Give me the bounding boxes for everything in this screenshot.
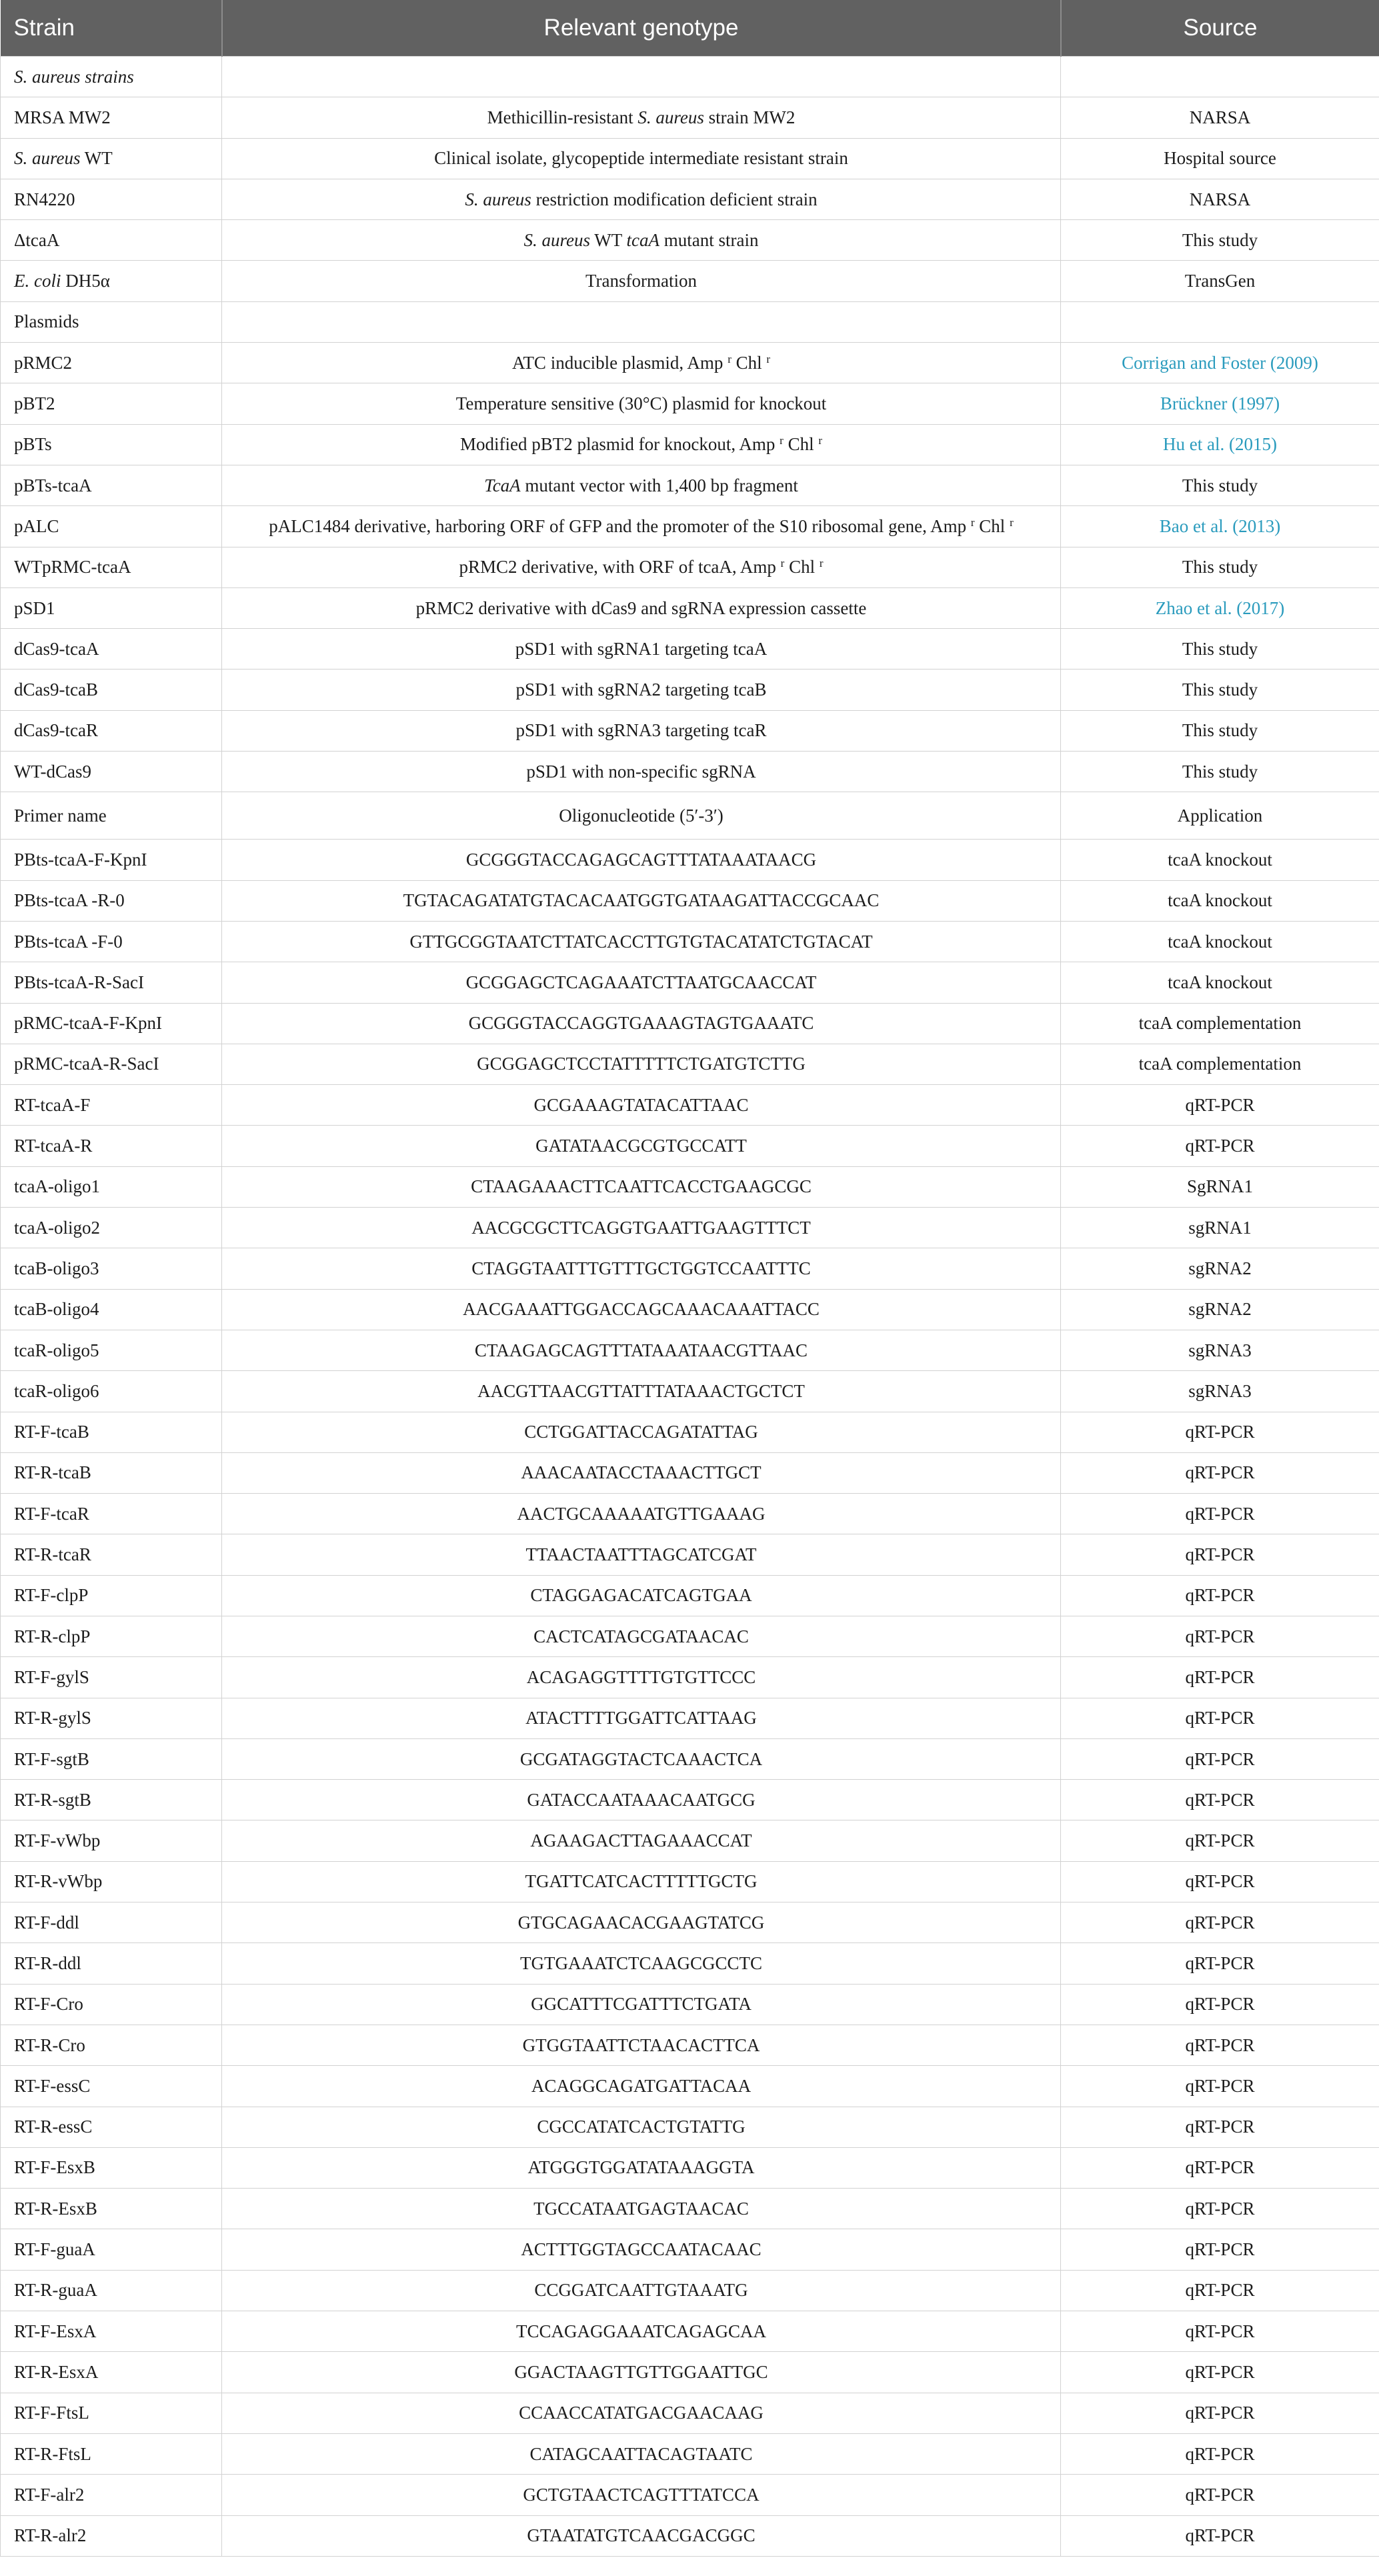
table-row	[1, 57, 1379, 97]
italic-text: TcaA	[484, 475, 521, 495]
table-row	[1, 670, 1379, 710]
strain-cell: RT-F-ddl	[1, 1902, 222, 1943]
table-row	[1, 840, 1379, 880]
table-row	[1, 1616, 1379, 1656]
citation-link[interactable]: Corrigan and Foster (2009)	[1122, 352, 1318, 373]
source-cell[interactable]	[1061, 424, 1379, 465]
source-cell: qRT-PCR	[1061, 1534, 1379, 1575]
table-row	[1, 1003, 1379, 1044]
text-segment: pRMC2 derivative, with ORF of tcaA, Amp	[459, 557, 781, 577]
source-cell: qRT-PCR	[1061, 2352, 1379, 2393]
table-row	[1, 1820, 1379, 1861]
table-row	[1, 1494, 1379, 1534]
table-row	[1, 465, 1379, 505]
source-cell	[1061, 301, 1379, 342]
strain-cell: tcaR-oligo5	[1, 1330, 222, 1370]
strain-cell: RT-R-sgtB	[1, 1780, 222, 1820]
table-row	[1, 792, 1379, 840]
source-cell: This study	[1061, 752, 1379, 792]
strain-cell	[1, 138, 222, 179]
strain-cell: RT-R-tcaR	[1, 1534, 222, 1575]
source-cell: Hospital source	[1061, 138, 1379, 179]
genotype-cell: CTAGGAGACATCAGTGAA	[222, 1575, 1061, 1616]
header-source: Source	[1061, 0, 1379, 57]
source-cell: qRT-PCR	[1061, 1452, 1379, 1493]
table-row	[1, 138, 1379, 179]
strain-cell: RT-R-clpP	[1, 1616, 222, 1656]
source-cell: qRT-PCR	[1061, 1780, 1379, 1820]
table-row	[1, 2147, 1379, 2188]
table-row	[1, 1984, 1379, 2025]
genotype-cell: GATATAACGCGTGCCATT	[222, 1126, 1061, 1166]
source-cell: qRT-PCR	[1061, 1126, 1379, 1166]
table-row	[1, 1534, 1379, 1575]
genotype-cell: TGATTCATCACTTTTTGCTG	[222, 1861, 1061, 1902]
source-cell: This study	[1061, 220, 1379, 261]
table-row	[1, 2066, 1379, 2107]
source-cell: qRT-PCR	[1061, 2515, 1379, 2556]
text-segment: Chl	[784, 557, 820, 577]
table-row	[1, 343, 1379, 383]
strain-cell: RN4220	[1, 179, 222, 219]
strain-cell: RT-F-alr2	[1, 2475, 222, 2515]
source-cell: qRT-PCR	[1061, 1698, 1379, 1738]
superscript-text: r	[970, 515, 975, 529]
table-row	[1, 261, 1379, 301]
strain-cell: pSD1	[1, 587, 222, 628]
table-row	[1, 1330, 1379, 1370]
source-cell: This study	[1061, 465, 1379, 505]
table-row	[1, 97, 1379, 138]
genotype-cell: GCGATAGGTACTCAAACTCA	[222, 1738, 1061, 1779]
genotype-cell: pSD1 with sgRNA2 targeting tcaB	[222, 670, 1061, 710]
source-cell: tcaA knockout	[1061, 921, 1379, 962]
table-row	[1, 1452, 1379, 1493]
table-row	[1, 1902, 1379, 1943]
strain-cell: RT-R-tcaB	[1, 1452, 222, 1493]
table-row	[1, 2025, 1379, 2065]
table-row	[1, 921, 1379, 962]
genotype-cell	[222, 547, 1061, 587]
strain-cell: RT-tcaA-F	[1, 1085, 222, 1126]
table-row	[1, 2270, 1379, 2311]
superscript-text: r	[819, 557, 824, 570]
genotype-cell: GCGGGTACCAGGTGAAAGTAGTGAAATC	[222, 1003, 1061, 1044]
source-cell: This study	[1061, 629, 1379, 670]
source-cell: NARSA	[1061, 97, 1379, 138]
strain-cell: RT-R-EsxB	[1, 2189, 222, 2229]
table-row	[1, 629, 1379, 670]
strain-cell: dCas9-tcaA	[1, 629, 222, 670]
table-row	[1, 1166, 1379, 1207]
strain-cell: RT-F-tcaR	[1, 1494, 222, 1534]
superscript-text: r	[1010, 515, 1014, 529]
strain-cell: RT-F-tcaB	[1, 1412, 222, 1452]
source-cell: sgRNA2	[1061, 1289, 1379, 1330]
strain-cell: ΔtcaA	[1, 220, 222, 261]
genotype-cell: CCGGATCAATTGTAAATG	[222, 2270, 1061, 2311]
source-cell: This study	[1061, 547, 1379, 587]
genotype-cell	[222, 465, 1061, 505]
strain-cell: pRMC-tcaA-F-KpnI	[1, 1003, 222, 1044]
genotype-cell: CTAAGAAACTTCAATTCACCTGAAGCGC	[222, 1166, 1061, 1207]
strain-cell: RT-R-FtsL	[1, 2433, 222, 2474]
citation-link[interactable]: Brückner (1997)	[1160, 393, 1280, 414]
strain-cell: Primer name	[1, 792, 222, 840]
genotype-cell: CCTGGATTACCAGATATTAG	[222, 1412, 1061, 1452]
genotype-cell: ACAGGCAGATGATTACAA	[222, 2066, 1061, 2107]
source-cell: qRT-PCR	[1061, 1820, 1379, 1861]
strain-cell: pBTs-tcaA	[1, 465, 222, 505]
table-row	[1, 1861, 1379, 1902]
genotype-cell	[222, 424, 1061, 465]
source-cell: qRT-PCR	[1061, 2147, 1379, 2188]
table-row	[1, 1943, 1379, 1984]
strain-cell: pRMC-tcaA-R-SacI	[1, 1044, 222, 1084]
table-row	[1, 880, 1379, 921]
source-cell: qRT-PCR	[1061, 2107, 1379, 2147]
table-header	[1, 0, 1379, 57]
strain-cell: RT-F-essC	[1, 2066, 222, 2107]
strain-cell: RT-R-EsxA	[1, 2352, 222, 2393]
source-cell[interactable]	[1061, 343, 1379, 383]
genotype-cell: CCAACCATATGACGAACAAG	[222, 2393, 1061, 2433]
source-cell: qRT-PCR	[1061, 2433, 1379, 2474]
genotype-cell	[222, 343, 1061, 383]
strain-cell: WTpRMC-tcaA	[1, 547, 222, 587]
table-row	[1, 1698, 1379, 1738]
strain-cell: RT-F-gylS	[1, 1657, 222, 1698]
strain-cell	[1, 57, 222, 97]
text-segment: strain MW2	[704, 107, 796, 127]
strain-cell: pALC	[1, 506, 222, 547]
text-segment: WT	[80, 148, 113, 169]
table-row	[1, 179, 1379, 219]
strain-cell: RT-R-vWbp	[1, 1861, 222, 1902]
strain-cell: WT-dCas9	[1, 752, 222, 792]
source-cell[interactable]	[1061, 383, 1379, 424]
genotype-cell: GTGCAGAACACGAAGTATCG	[222, 1902, 1061, 1943]
superscript-text: r	[728, 352, 732, 365]
genotype-cell: ATACTTTTGGATTCATTAAG	[222, 1698, 1061, 1738]
source-cell: qRT-PCR	[1061, 1085, 1379, 1126]
strain-cell	[1, 261, 222, 301]
table-row	[1, 424, 1379, 465]
genotype-cell: GCTGTAACTCAGTTTATCCA	[222, 2475, 1061, 2515]
table-row	[1, 2352, 1379, 2393]
table-row	[1, 752, 1379, 792]
strain-cell: pBTs	[1, 424, 222, 465]
genotype-cell: GCGAAAGTATACATTAAC	[222, 1085, 1061, 1126]
strain-cell: RT-F-Cro	[1, 1984, 222, 2025]
source-cell: qRT-PCR	[1061, 2189, 1379, 2229]
italic-text: tcaA	[626, 229, 659, 250]
citation-link[interactable]: Bao et al. (2013)	[1159, 515, 1281, 536]
source-cell[interactable]	[1061, 587, 1379, 628]
table-row	[1, 1738, 1379, 1779]
source-cell: qRT-PCR	[1061, 1494, 1379, 1534]
italic-text: S. aureus	[14, 148, 81, 169]
source-cell: qRT-PCR	[1061, 1738, 1379, 1779]
strain-cell: RT-R-gylS	[1, 1698, 222, 1738]
strain-cell: tcaB-oligo4	[1, 1289, 222, 1330]
source-cell: qRT-PCR	[1061, 2311, 1379, 2352]
genotype-cell: Clinical isolate, glycopeptide intermediate resistant strain	[222, 138, 1061, 179]
text-segment: Modified pBT2 plasmid for knockout, Amp	[459, 434, 780, 455]
table-row	[1, 1371, 1379, 1412]
strain-cell: RT-R-alr2	[1, 2515, 222, 2556]
table-row	[1, 2229, 1379, 2270]
source-cell: qRT-PCR	[1061, 1616, 1379, 1656]
table-row	[1, 1248, 1379, 1289]
table-row	[1, 1208, 1379, 1248]
genotype-cell: GTAATATGTCAACGACGGC	[222, 2515, 1061, 2556]
genotype-cell: TGTGAAATCTCAAGCGCCTC	[222, 1943, 1061, 1984]
table-row	[1, 1044, 1379, 1084]
table-row	[1, 587, 1379, 628]
source-cell: qRT-PCR	[1061, 1575, 1379, 1616]
source-cell: tcaA knockout	[1061, 840, 1379, 880]
strain-cell: RT-F-sgtB	[1, 1738, 222, 1779]
table-row	[1, 506, 1379, 547]
source-cell: sgRNA1	[1061, 1208, 1379, 1248]
genotype-cell: GATACCAATAAACAATGCG	[222, 1780, 1061, 1820]
source-cell: qRT-PCR	[1061, 2270, 1379, 2311]
genotype-cell: GTTGCGGTAATCTTATCACCTTGTGTACATATCTGTACAT	[222, 921, 1061, 962]
superscript-text: r	[766, 352, 771, 365]
genotype-cell: AAACAATACCTAAACTTGCT	[222, 1452, 1061, 1493]
genotype-cell: TGTACAGATATGTACACAATGGTGATAAGATTACCGCAAC	[222, 880, 1061, 921]
strain-cell: tcaR-oligo6	[1, 1371, 222, 1412]
italic-text: S. aureus strains	[14, 66, 134, 87]
source-cell: qRT-PCR	[1061, 1902, 1379, 1943]
table-row	[1, 2189, 1379, 2229]
genotype-cell: GCGGAGCTCCTATTTTTCTGATGTCTTG	[222, 1044, 1061, 1084]
table-row	[1, 2311, 1379, 2352]
table-row	[1, 2475, 1379, 2515]
strain-cell: RT-F-clpP	[1, 1575, 222, 1616]
table-row	[1, 2515, 1379, 2556]
genotype-cell: TTAACTAATTTAGCATCGAT	[222, 1534, 1061, 1575]
genotype-cell: Transformation	[222, 261, 1061, 301]
superscript-text: r	[780, 557, 785, 570]
source-cell: qRT-PCR	[1061, 2393, 1379, 2433]
strain-cell: tcaA-oligo2	[1, 1208, 222, 1248]
source-cell: sgRNA2	[1061, 1248, 1379, 1289]
genotype-cell	[222, 220, 1061, 261]
genotype-cell: ACTTTGGTAGCCAATACAAC	[222, 2229, 1061, 2270]
source-cell: qRT-PCR	[1061, 2475, 1379, 2515]
source-cell: TransGen	[1061, 261, 1379, 301]
genotype-cell: pRMC2 derivative with dCas9 and sgRNA expression cassette	[222, 587, 1061, 628]
text-segment: mutant strain	[659, 229, 759, 250]
genotype-cell: CTAAGAGCAGTTTATAAATAACGTTAAC	[222, 1330, 1061, 1370]
source-cell: SgRNA1	[1061, 1166, 1379, 1207]
table-row	[1, 2433, 1379, 2474]
genotype-cell: AACGAAATTGGACCAGCAAACAAATTACC	[222, 1289, 1061, 1330]
genotype-cell: AACGCGCTTCAGGTGAATTGAAGTTTCT	[222, 1208, 1061, 1248]
source-cell: NARSA	[1061, 179, 1379, 219]
genotype-cell: AACGTTAACGTTATTTATAAACTGCTCT	[222, 1371, 1061, 1412]
source-cell: This study	[1061, 670, 1379, 710]
strain-cell: MRSA MW2	[1, 97, 222, 138]
genotype-cell: CACTCATAGCGATAACAC	[222, 1616, 1061, 1656]
strain-cell: pRMC2	[1, 343, 222, 383]
table-row	[1, 547, 1379, 587]
genotype-cell	[222, 506, 1061, 547]
table-row	[1, 2107, 1379, 2147]
strain-cell: PBts-tcaA -F-0	[1, 921, 222, 962]
source-cell: qRT-PCR	[1061, 1412, 1379, 1452]
table-row	[1, 301, 1379, 342]
strain-cell: PBts-tcaA -R-0	[1, 880, 222, 921]
strain-cell: RT-R-ddl	[1, 1943, 222, 1984]
strain-cell: PBts-tcaA-F-KpnI	[1, 840, 222, 880]
genotype-cell: Temperature sensitive (30°C) plasmid for knockout	[222, 383, 1061, 424]
source-cell	[1061, 57, 1379, 97]
genotype-cell: GGACTAAGTTGTTGGAATTGC	[222, 2352, 1061, 2393]
table-row	[1, 962, 1379, 1003]
table-row	[1, 1085, 1379, 1126]
strain-cell: tcaA-oligo1	[1, 1166, 222, 1207]
source-cell: qRT-PCR	[1061, 2025, 1379, 2065]
header-strain: Strain	[1, 0, 222, 57]
genotype-cell	[222, 301, 1061, 342]
genotype-cell: Oligonucleotide (5′-3′)	[222, 792, 1061, 840]
strain-cell: RT-F-EsxA	[1, 2311, 222, 2352]
genotype-cell: GGCATTTCGATTTCTGATA	[222, 1984, 1061, 2025]
source-cell: tcaA complementation	[1061, 1003, 1379, 1044]
source-cell: tcaA knockout	[1061, 880, 1379, 921]
italic-text: S. aureus	[523, 229, 590, 250]
strain-cell: pBT2	[1, 383, 222, 424]
table-row	[1, 710, 1379, 751]
table-row	[1, 1412, 1379, 1452]
text-segment: mutant vector with 1,400 bp fragment	[520, 475, 798, 495]
table-row	[1, 2393, 1379, 2433]
italic-text: S. aureus	[637, 107, 704, 127]
citation-link[interactable]: Zhao et al. (2017)	[1155, 597, 1285, 618]
text-segment: Chl	[783, 434, 819, 455]
text-segment: Chl	[974, 515, 1010, 536]
genotype-cell: ACAGAGGTTTTGTGTTCCC	[222, 1657, 1061, 1698]
genotype-cell	[222, 57, 1061, 97]
table-body	[1, 57, 1379, 2557]
genotype-cell: pSD1 with sgRNA1 targeting tcaA	[222, 629, 1061, 670]
strain-cell: RT-tcaA-R	[1, 1126, 222, 1166]
strain-cell: dCas9-tcaB	[1, 670, 222, 710]
text-segment: Chl	[731, 352, 767, 373]
table-row	[1, 1289, 1379, 1330]
genotype-cell: AACTGCAAAAATGTTGAAAG	[222, 1494, 1061, 1534]
table-row	[1, 1575, 1379, 1616]
table-row	[1, 383, 1379, 424]
source-cell: Application	[1061, 792, 1379, 840]
source-cell: qRT-PCR	[1061, 1943, 1379, 1984]
genotype-cell	[222, 179, 1061, 219]
strain-cell: RT-R-Cro	[1, 2025, 222, 2065]
text-segment: Methicillin-resistant	[487, 107, 638, 127]
genotype-cell: TGCCATAATGAGTAACAC	[222, 2189, 1061, 2229]
text-segment: pALC1484 derivative, harboring ORF of GFP and the promoter of the S10 ribosomal gene, Amp	[269, 515, 971, 536]
strain-cell: PBts-tcaA-R-SacI	[1, 962, 222, 1003]
source-cell: tcaA knockout	[1061, 962, 1379, 1003]
text-segment: WT	[590, 229, 627, 250]
italic-text: S. aureus	[465, 189, 531, 209]
genotype-cell: GCGGGTACCAGAGCAGTTTATAAATAACG	[222, 840, 1061, 880]
header-relevant-genotype: Relevant genotype	[222, 0, 1061, 57]
superscript-text: r	[780, 434, 784, 447]
source-cell: qRT-PCR	[1061, 2229, 1379, 2270]
genotype-cell: TCCAGAGGAAATCAGAGCAA	[222, 2311, 1061, 2352]
source-cell: qRT-PCR	[1061, 2066, 1379, 2107]
genotype-cell	[222, 97, 1061, 138]
genotype-cell: GCGGAGCTCAGAAATCTTAATGCAACCAT	[222, 962, 1061, 1003]
strain-cell: RT-F-FtsL	[1, 2393, 222, 2433]
source-cell: qRT-PCR	[1061, 1984, 1379, 2025]
source-cell: tcaA complementation	[1061, 1044, 1379, 1084]
table-row	[1, 1126, 1379, 1166]
strain-cell: RT-R-guaA	[1, 2270, 222, 2311]
text-segment: restriction modification deficient strain	[531, 189, 818, 209]
genotype-cell: GTGGTAATTCTAACACTTCA	[222, 2025, 1061, 2065]
source-cell: sgRNA3	[1061, 1330, 1379, 1370]
source-cell: sgRNA3	[1061, 1371, 1379, 1412]
italic-text: E. coli	[14, 271, 61, 291]
strain-cell: RT-F-EsxB	[1, 2147, 222, 2188]
source-cell: qRT-PCR	[1061, 1657, 1379, 1698]
genotype-cell: pSD1 with non-specific sgRNA	[222, 752, 1061, 792]
source-cell: qRT-PCR	[1061, 1861, 1379, 1902]
header-row	[1, 0, 1379, 57]
text-segment: ATC inducible plasmid, Amp	[511, 352, 728, 373]
strain-cell: dCas9-tcaR	[1, 710, 222, 751]
genotype-cell: CTAGGTAATTTGTTTGCTGGTCCAATTTC	[222, 1248, 1061, 1289]
table-row	[1, 1780, 1379, 1820]
superscript-text: r	[818, 434, 823, 447]
genotype-cell: ATGGGTGGATATAAAGGTA	[222, 2147, 1061, 2188]
text-segment: DH5α	[61, 271, 110, 291]
strain-cell: tcaB-oligo3	[1, 1248, 222, 1289]
source-cell: This study	[1061, 710, 1379, 751]
strain-cell: RT-F-vWbp	[1, 1820, 222, 1861]
strain-cell: RT-F-guaA	[1, 2229, 222, 2270]
genotype-cell: CATAGCAATTACAGTAATC	[222, 2433, 1061, 2474]
genotype-cell: AGAAGACTTAGAAACCAT	[222, 1820, 1061, 1861]
strain-cell: Plasmids	[1, 301, 222, 342]
strain-cell: RT-R-essC	[1, 2107, 222, 2147]
source-cell[interactable]	[1061, 506, 1379, 547]
table-row	[1, 220, 1379, 261]
table-row	[1, 1657, 1379, 1698]
genotype-cell: pSD1 with sgRNA3 targeting tcaR	[222, 710, 1061, 751]
citation-link[interactable]: Hu et al. (2015)	[1163, 434, 1277, 455]
genotype-cell: CGCCATATCACTGTATTG	[222, 2107, 1061, 2147]
